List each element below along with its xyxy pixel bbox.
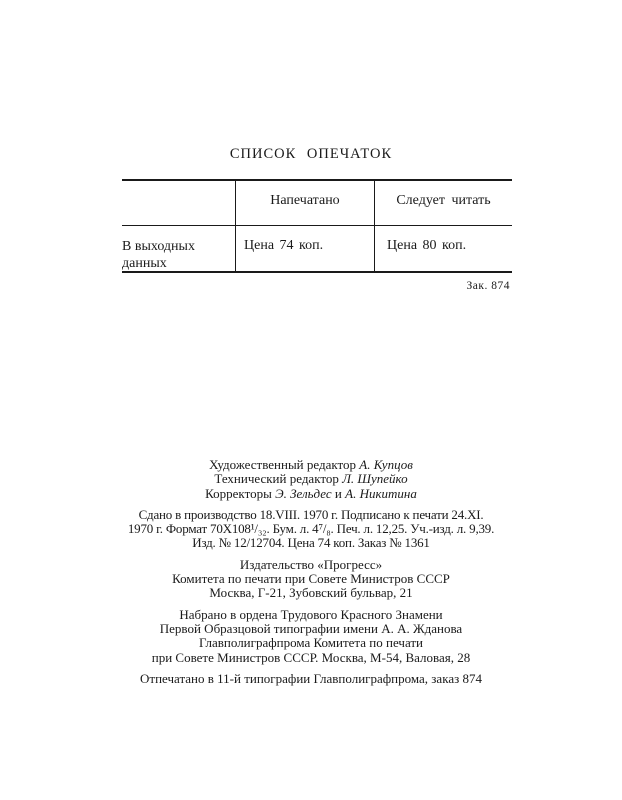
typeset-line-1: Набрано в ордена Трудового Красного Знамени — [179, 606, 443, 622]
typeset-line-2: Первой Образцовой типографии имени А. А. Жданова — [159, 620, 463, 636]
errata-title: СПИСОК ОПЕЧАТОК — [229, 146, 393, 162]
tech-editor-label: Технический редактор — [214, 471, 339, 487]
typesetting-block — [96, 608, 526, 665]
and-word: и — [334, 485, 342, 501]
header-should-read: Следует читать — [396, 193, 491, 208]
table-top-rule — [122, 179, 512, 181]
art-editor-label: Художественный редактор — [209, 457, 357, 472]
typeset-line-4: при Совете Министров СССР. Москва, М-54, Валовая, 28 — [151, 649, 471, 665]
proofreader-2: А. Никитина — [345, 485, 417, 501]
art-editor-line — [96, 458, 526, 472]
row-location: В выходных данных — [122, 239, 195, 271]
art-editor-name: А. Купцов — [359, 457, 413, 472]
colophon — [96, 458, 526, 693]
publisher-line-1: Издательство «Прогресс» — [239, 556, 383, 572]
proofreaders-line — [96, 487, 526, 501]
publisher-line-2: Комитета по печати при Совете Министров СССР — [172, 571, 450, 587]
printed-at-line: Отпечатано в 11-й типографии Главполиграфпрома, заказ 874 — [140, 670, 482, 686]
production-line-3: Изд. № 12/12704. Цена 74 коп. Заказ № 1361 — [192, 535, 430, 551]
tech-editor-name: Л. Шупейко — [342, 471, 408, 487]
printing-block — [96, 672, 526, 686]
editors-block — [96, 458, 526, 501]
production-line-1: Сдано в производство 18.VIII. 1970 г. Подписано к печати 24.XI. — [138, 506, 484, 522]
typeset-line-3: Главполиграфпрома Комитета по печати — [198, 635, 424, 651]
order-note: Зак. 874 — [466, 280, 510, 292]
proofreaders-label: Корректоры — [205, 485, 272, 501]
row-should-read: Цена 80 коп. — [387, 238, 467, 253]
publisher-line-3: Москва, Г-21, Зубовский бульвар, 21 — [209, 585, 413, 601]
production-line-2: 1970 г. Формат 70X108¹/₃₂. Бум. л. 4⁷/₈. Печ. л. 12,25. Уч.-изд. л. 9,39. — [127, 521, 495, 537]
table-header-rule — [122, 225, 512, 226]
tech-editor-line — [96, 472, 526, 486]
header-printed: Напечатано — [270, 193, 340, 208]
row-printed: Цена 74 коп. — [244, 238, 324, 253]
production-block — [96, 508, 526, 551]
proofreader-1: Э. Зельдес — [275, 485, 332, 501]
publisher-block — [96, 558, 526, 601]
